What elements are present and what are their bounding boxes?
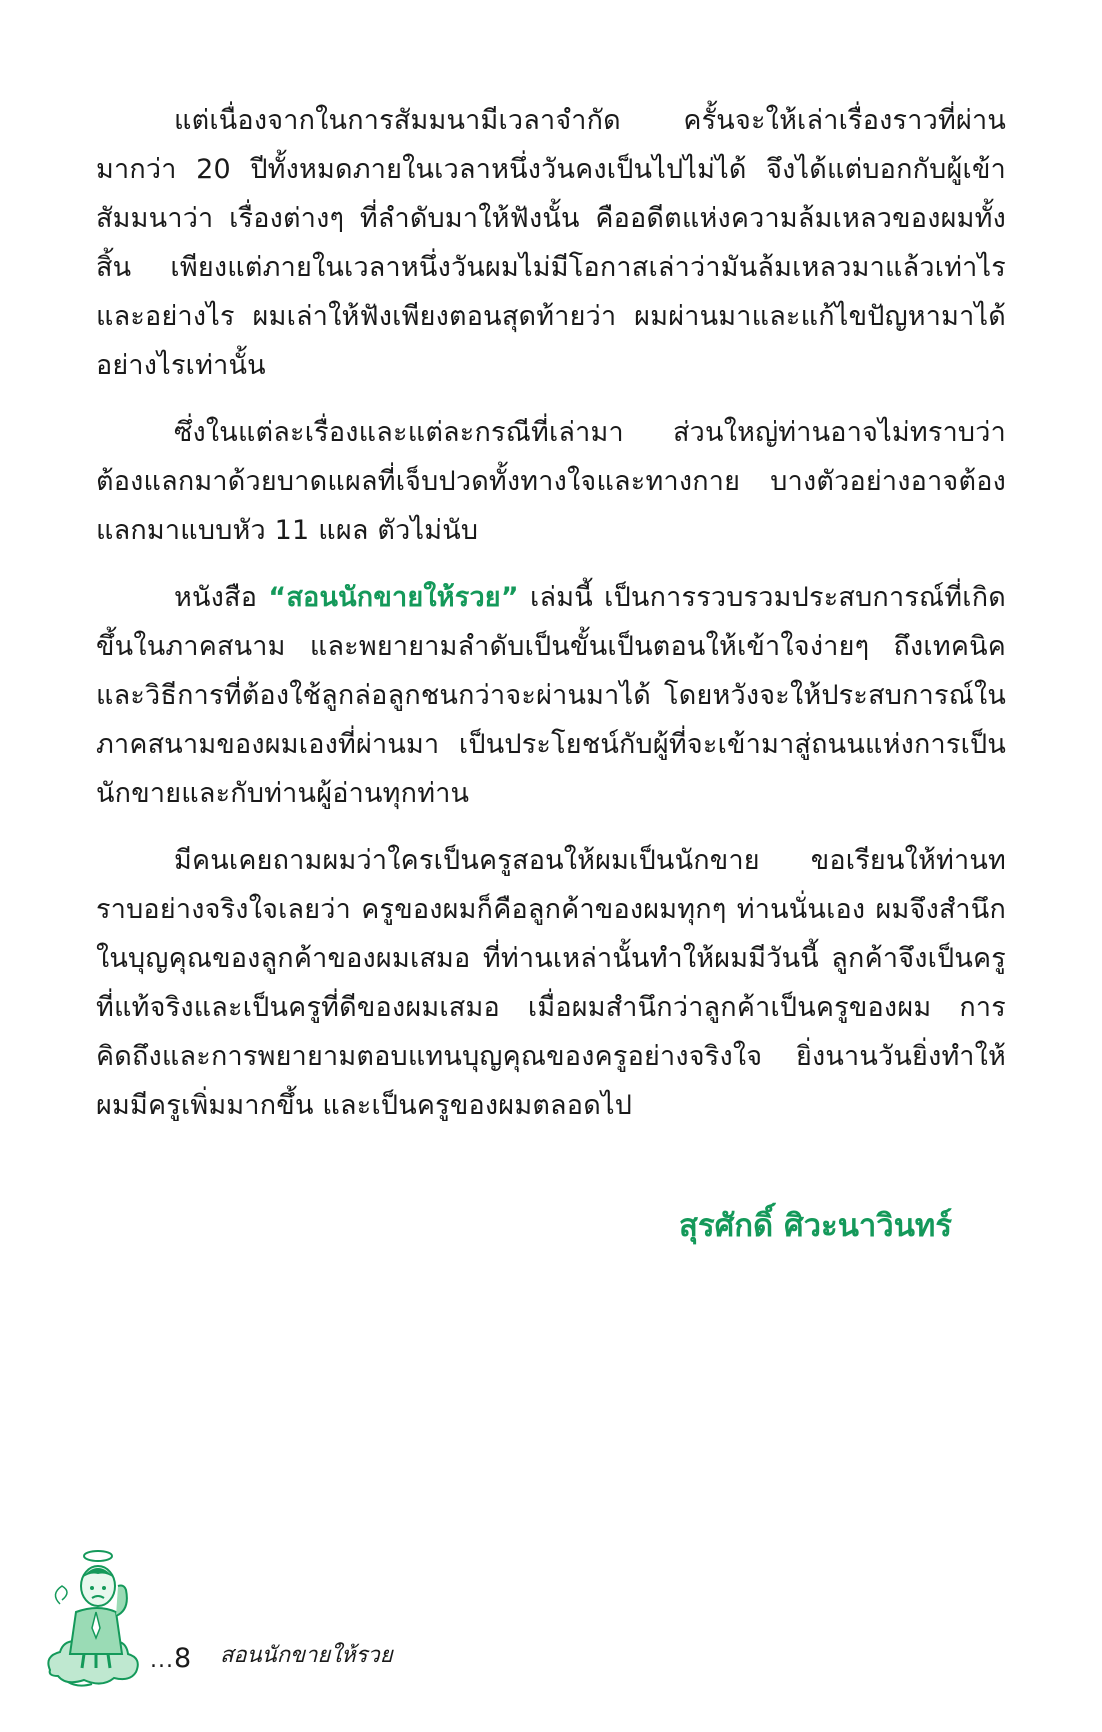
salesman-mascot-icon (40, 1542, 150, 1692)
paragraph-1: แต่เนื่องจากในการสัมมนามีเวลาจำกัด ครั้นจะให้เล่าเรื่องราวที่ผ่านมากว่า 20 ปีทั้งหมดภายในเวลาหนึ่งวันคงเป็นไปไม่ได้ จึงได้แต่บอกกับผู้เข้าสัมมนาว่า เรื่องต่างๆ ที่ลำดับมาให้ฟังนั้น คืออดีตแห่งความล้มเหลวของผมทั้งสิ้น เพียงแต่ภายในเวลาหนึ่งวันผมไม่มีโอกาสเล่าว่ามันล้มเหลวมาแล้วเท่าไรและอย่างไร ผมเล่าให้ฟังเพียงตอนสุดท้ายว่า ผมผ่านมาและแก้ไขปัญหามาได้อย่างไรเท่านั้น (96, 105, 1006, 381)
page-number-value: 8 (173, 1643, 192, 1674)
author-signature: สุรศักดิ์ ศิวะนาวินทร์ (679, 1208, 952, 1244)
page-number (150, 1643, 191, 1674)
paragraph-4: มีคนเคยถามผมว่าใครเป็นครูสอนให้ผมเป็นนักขาย ขอเรียนให้ท่านทราบอย่างจริงใจเลยว่า ครูของผมก็คือลูกค้าของผมทุกๆ ท่านนั่นเอง ผมจึงสำนึกในบุญคุณของลูกค้าของผมเสมอ ที่ท่านเหล่านั้นทำให้ผมมีวันนี้ ลูกค้าจึงเป็นครูที่แท้จริงและเป็นครูที่ดีของผมเสมอ เมื่อผมสำนึกว่าลูกค้าเป็นครูของผม การคิดถึงและการพยายามตอบแทนบุญคุณของครูอย่างจริงใจ ยิ่งนานวันยิ่งทำให้ผมมีครูเพิ่มมากขึ้น และเป็นครูของผมตลอดไป (96, 845, 1006, 1121)
paragraph-3-rest: เล่มนี้ เป็นการรวบรวมประสบการณ์ที่เกิดขึ้นในภาคสนาม และพยายามลำดับเป็นขั้นเป็นตอนให้เข้าใจง่ายๆ ถึงเทคนิคและวิธีการที่ต้องใช้ลูกล่อลูกชนกว่าจะผ่านมาได้ โดยหวังจะให้ประสบการณ์ในภาคสนามของผมเองที่ผ่านมา เป็นประโยชน์กับผู้ที่จะเข้ามาสู่ถนนแห่งการเป็นนักขายและกับท่านผู้อ่านทุกท่าน (96, 582, 1006, 809)
page-number-prefix: ... (150, 1648, 174, 1673)
paragraph-2: ซึ่งในแต่ละเรื่องและแต่ละกรณีที่เล่ามา ส่วนใหญ่ท่านอาจไม่ทราบว่าต้องแลกมาด้วยบาดแผลที่เจ็บปวดทั้งทางใจและทางกาย บางตัวอย่างอาจต้องแลกมาแบบหัว 11 แผล ตัวไม่นับ (96, 417, 1006, 546)
paragraph-3-lead: หนังสือ (174, 582, 269, 613)
running-title: สอนนักขายให้รวย (220, 1643, 393, 1668)
book-title: “สอนนักขายให้รวย” (268, 582, 519, 613)
body-text (96, 96, 1006, 1148)
paragraph-3 (96, 573, 1006, 818)
page-footer (40, 1542, 540, 1692)
